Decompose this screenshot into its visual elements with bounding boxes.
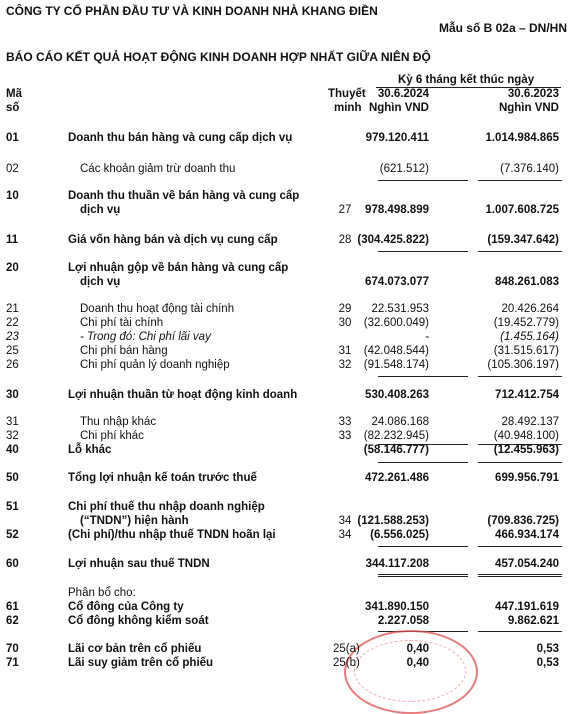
row-code: 02: [6, 163, 19, 175]
row-code: 61: [6, 601, 19, 613]
row-note: 31: [338, 345, 352, 357]
row-label: Doanh thu bán hàng và cung cấp dịch vụ: [68, 132, 293, 144]
value-2023: 20.426.264: [501, 303, 559, 315]
subtotal-line: [378, 251, 468, 252]
value-2023: (105.306.197): [487, 359, 559, 371]
row-code: 50: [6, 472, 19, 484]
row-code: 70: [6, 643, 19, 655]
row-code: 51: [6, 501, 19, 513]
row-label-line2: dịch vụ: [80, 276, 121, 288]
row-code: 32: [6, 430, 19, 442]
value-2024: 0,40: [406, 657, 429, 669]
value-2024: 979.120.411: [365, 132, 429, 144]
row-label: Các khoản giảm trừ doanh thu: [80, 163, 236, 175]
value-2023: (40.948.100): [493, 430, 559, 442]
value-2024: (91.548.174): [363, 359, 429, 371]
row-code: 71: [6, 657, 19, 669]
value-2023: 466.934.174: [495, 529, 559, 541]
value-2023: 848.261.083: [495, 276, 559, 288]
value-2024: 674.073.077: [365, 276, 429, 288]
value-2024: (621.512): [379, 163, 429, 175]
value-2024: (42.048.544): [363, 345, 429, 357]
subtotal-line: [478, 462, 562, 463]
row-label-line1: Lợi nhuận gộp về bán hàng và cung cấp: [68, 262, 289, 274]
value-2024: 530.408.263: [365, 389, 429, 401]
total-double-line: [478, 574, 562, 577]
value-2023: (709.836.725): [487, 515, 559, 527]
row-code: 26: [6, 359, 19, 371]
row-note: 34: [338, 515, 352, 527]
row-code: 30: [6, 389, 19, 401]
row-label-line2: dịch vụ: [80, 204, 121, 216]
value-2023: 699.956.791: [495, 472, 559, 484]
col-code-line1: Mã: [6, 88, 22, 100]
row-label: Tổng lợi nhuận kế toán trước thuế: [68, 472, 257, 484]
row-label-line2: (“TNDN”) hiện hành: [80, 515, 189, 527]
value-2024: 341.890.150: [365, 601, 429, 613]
row-code: 60: [6, 558, 19, 570]
row-note: 32: [338, 359, 352, 371]
value-2024: 22.531.953: [371, 303, 429, 315]
row-label: Chi phí tài chính: [80, 317, 164, 329]
row-code: 25: [6, 345, 19, 357]
subtotal-line: [378, 180, 468, 181]
value-2024: (6.556.025): [370, 529, 429, 541]
total-double-line: [378, 574, 468, 577]
row-code: 01: [6, 132, 19, 144]
row-note: 33: [338, 430, 352, 442]
value-2023: 9.862.621: [507, 615, 559, 627]
value-2024: -: [425, 331, 429, 343]
subtotal-line: [478, 376, 562, 377]
value-2023: (31.515.617): [493, 345, 559, 357]
report-title: BÁO CÁO KẾT QUẢ HOẠT ĐỘNG KINH DOANH HỢP NHẤT GIỮA NIÊN ĐỘ: [6, 50, 431, 64]
company-name: CÔNG TY CỔ PHẦN ĐẦU TƯ VÀ KINH DOANH NHÀ KHANG ĐIỀN: [6, 4, 378, 18]
value-2024: 2.227.058: [377, 615, 429, 627]
value-2023: 1.014.984.865: [485, 132, 559, 144]
row-code: 11: [6, 234, 19, 246]
allocation-heading: Phân bổ cho:: [68, 587, 136, 599]
value-2023: 0,53: [536, 643, 559, 655]
row-code: 23: [6, 331, 19, 343]
subtotal-line: [378, 462, 468, 463]
row-note: 28: [338, 234, 352, 246]
row-label: Cổ đông của Công ty: [68, 601, 184, 613]
subtotal-line: [478, 251, 562, 252]
row-code: 31: [6, 416, 19, 428]
row-label: Lợi nhuận thuần từ hoạt động kinh doanh: [68, 389, 298, 401]
row-code: 22: [6, 317, 19, 329]
row-code: 52: [6, 529, 19, 541]
col-unit-2024: Nghìn VND: [368, 102, 429, 114]
value-2024: 472.261.486: [365, 472, 429, 484]
row-note: 25(b): [333, 657, 360, 669]
value-2024: (58.146.777): [363, 444, 429, 456]
row-label-line1: Doanh thu thuần về bán hàng và cung cấp: [68, 190, 300, 202]
row-label: Lãi cơ bản trên cổ phiếu: [68, 643, 202, 655]
value-2023: 0,53: [536, 657, 559, 669]
value-2024: 344.117.208: [365, 558, 429, 570]
row-note: 25(a): [333, 643, 360, 655]
row-note: 29: [338, 303, 352, 315]
value-2024: (121.588.253): [357, 515, 429, 527]
row-code: 10: [6, 190, 19, 202]
row-label: - Trong đó: Chi phí lãi vay: [80, 331, 211, 343]
row-code: 20: [6, 262, 19, 274]
row-note: 33: [338, 416, 352, 428]
value-2023: (19.452.779): [493, 317, 559, 329]
col-unit-2023: Nghìn VND: [498, 102, 559, 114]
row-label: Thu nhập khác: [80, 416, 157, 428]
row-label: Chi phí khác: [80, 430, 144, 442]
value-2023: 1.007.608.725: [485, 204, 559, 216]
value-2023: 28.492.137: [501, 416, 559, 428]
row-code: 21: [6, 303, 19, 315]
row-label: Lỗ khác: [68, 444, 112, 456]
row-code: 62: [6, 615, 19, 627]
value-2024: 978.498.899: [365, 204, 429, 216]
row-note: 30: [338, 317, 352, 329]
row-label: Cổ đông không kiểm soát: [68, 615, 209, 627]
row-label: Lãi suy giảm trên cổ phiếu: [68, 657, 214, 669]
row-label: Chi phí bán hàng: [80, 345, 168, 357]
value-2023: 447.191.619: [495, 601, 559, 613]
value-2023: 457.054.240: [495, 558, 559, 570]
value-2024: (304.425.822): [357, 234, 429, 246]
subtotal-line: [478, 180, 562, 181]
subtotal-line: [478, 546, 562, 547]
col-note-line2: minh: [334, 102, 362, 114]
value-2024: (82.232.945): [363, 430, 429, 442]
col-date-2024: 30.6.2024: [377, 88, 429, 100]
value-2024: (32.600.049): [363, 317, 429, 329]
row-label: (Chi phí)/thu nhập thuế TNDN hoãn lại: [68, 529, 276, 541]
subtotal-line: [378, 376, 468, 377]
value-2024: 24.086.168: [371, 416, 429, 428]
row-label: Giá vốn hàng bán và dịch vụ cung cấp: [68, 234, 278, 246]
row-note: 27: [338, 204, 352, 216]
col-code-line2: số: [6, 102, 20, 114]
value-2023: (7.376.140): [500, 163, 559, 175]
col-period-label: Kỳ 6 tháng kết thúc ngày: [398, 74, 535, 86]
row-label: Chi phí quản lý doanh nghiệp: [80, 359, 230, 371]
form-number: Mẫu số B 02a – DN/HN: [438, 21, 567, 35]
subtotal-line: [378, 546, 468, 547]
value-2023: (1.455.164): [500, 331, 559, 343]
row-label: Lợi nhuận sau thuế TNDN: [68, 558, 210, 570]
row-label: Doanh thu hoạt động tài chính: [80, 303, 235, 315]
value-2023: (12.455.963): [493, 444, 559, 456]
subtotal-line: [478, 631, 562, 632]
value-2024: 0,40: [406, 643, 429, 655]
col-date-2023: 30.6.2023: [507, 88, 559, 100]
value-2023: (159.347.642): [487, 234, 559, 246]
row-code: 40: [6, 444, 19, 456]
row-note: 34: [338, 529, 352, 541]
col-note-line1: Thuyết: [328, 88, 366, 100]
value-2023: 712.412.754: [495, 389, 559, 401]
row-label-line1: Chi phí thuế thu nhập doanh nghiệp: [68, 501, 265, 513]
